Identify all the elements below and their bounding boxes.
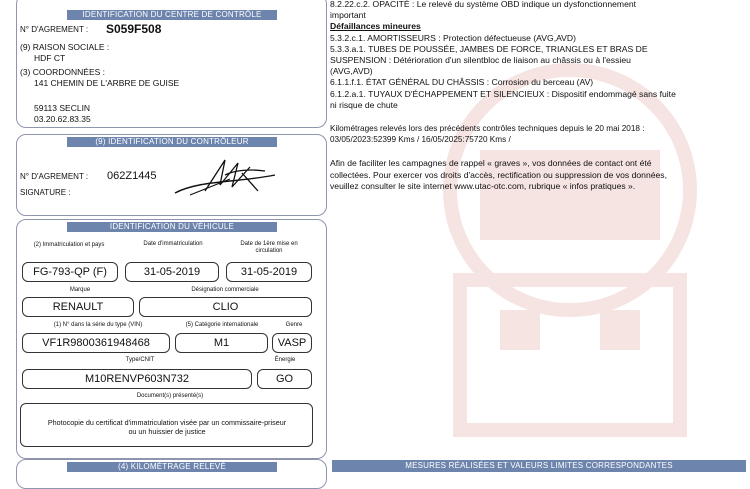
signature-label: SIGNATURE : (20, 188, 71, 197)
designation-label: Désignation commerciale (191, 287, 259, 293)
immat-value: FG-793-QP (F) (22, 262, 118, 282)
centre-agrement-label: N° D'AGREMENT : (20, 25, 89, 34)
controleur-agrement-label: N° D'AGREMENT : (20, 172, 89, 181)
signature-image (170, 155, 280, 200)
categorie-label: (5) Catégorie internationale (185, 322, 259, 328)
categorie-value: M1 (175, 333, 268, 353)
info-line-2: collectées. Pour exercer vos droits d'accès, rectification ou suppression de vos données, (330, 169, 667, 180)
immat-label: (2) Immatriculation et pays (33, 242, 105, 248)
genre-value: VASP (272, 333, 312, 353)
vin-label: (1) N° dans la série du type (VIN) (53, 322, 143, 328)
raison-label: (9) RAISON SOCIALE : (20, 42, 110, 52)
km-history-line-2: 03/05/2023:52399 Kms / 16/05/2025:75720 Kms / (330, 135, 511, 145)
mesures-header: MESURES RÉALISÉES ET VALEURS LIMITES CORRESPONDANTES (332, 460, 746, 472)
designation-value: CLIO (139, 297, 312, 317)
vin-value: VF1R9800361948468 (22, 333, 170, 353)
type-value: M10RENVP603N732 (22, 369, 252, 389)
defect-line-8: 6.1.2.a.1. TUYAUX D'ÉCHAPPEMENT ET SILENCIEUX : Dispositif endommagé sans fuite (330, 88, 676, 99)
defect-line-9: ni risque de chute (330, 99, 398, 110)
defect-line-4: 5.3.3.a.1. TUBES DE POUSSÉE, JAMBES DE FORCE, TRIANGLES ET BRAS DE (330, 43, 648, 54)
marque-value: RENAULT (22, 297, 134, 317)
centre-agrement-value: S059F508 (106, 22, 162, 36)
docs-line2: ou un huissier de justice (128, 427, 206, 436)
centre-address2: 59113 SECLIN (34, 103, 91, 113)
centre-header: IDENTIFICATION DU CENTRE DE CONTRÔLE (67, 10, 277, 20)
controleur-header: (9) IDENTIFICATION DU CONTRÔLEUR (67, 137, 277, 147)
energie-value: GO (257, 369, 312, 389)
minor-defects-title: Défaillances mineures (330, 21, 421, 32)
kilometrage-panel (16, 459, 327, 489)
info-line-1: Afin de faciliter les campagnes de rappel « graves », vos données de contact ont été (330, 158, 652, 169)
vehicule-header: IDENTIFICATION DU VÉHICULE (67, 222, 277, 232)
docs-label: Document(s) présenté(s) (136, 393, 204, 399)
defect-line-6: (AVG,AVD) (330, 66, 373, 77)
marque-label: Marque (69, 287, 91, 293)
defect-line-2: important (330, 10, 366, 21)
date-immat-label: Date d'immatriculation (143, 241, 203, 247)
km-history-line-1: Kilométrages relevés lors des précédents contrôles techniques depuis le 20 mai 2018 : (330, 124, 645, 134)
coord-label: (3) COORDONNÉES : (20, 67, 106, 77)
genre-label: Genre (285, 322, 303, 328)
date-first-label: Date de 1ère mise en circulation (240, 241, 298, 254)
raison-value: HDF CT (34, 53, 66, 63)
date-first-value: 31-05-2019 (226, 262, 312, 282)
centre-phone: 03.20.62.83.35 (34, 114, 91, 124)
energie-label: Énergie (274, 357, 296, 363)
date-immat-value: 31-05-2019 (125, 262, 219, 282)
defect-line-5: SUSPENSION : Détérioration d'un silentbloc de liaison au châssis ou à l'essieu (330, 55, 631, 66)
info-line-3: veuillez consulter le site internet www.utac-otc.com, rubrique « infos pratiques ». (330, 180, 636, 191)
defect-line-7: 6.1.1.f.1. ÉTAT GÉNÉRAL DU CHÂSSIS : Corrosion du berceau (AV) (330, 77, 594, 88)
controleur-agrement-value: 062Z1445 (107, 170, 157, 182)
defect-line-3: 5.3.2.c.1. AMORTISSEURS : Protection défectueuse (AVG,AVD) (330, 32, 576, 43)
right-column (330, 0, 746, 192)
centre-address1: 141 CHEMIN DE L'ARBRE DE GUISE (34, 78, 180, 88)
kilometrage-header: (4) KILOMÉTRAGE RELEVÉ (67, 462, 277, 472)
type-label: Type/CNIT (125, 357, 155, 363)
defect-line-1: 8.2.22.c.2. OPACITÉ : Le relevé du système OBD indique un dysfonctionnement (330, 0, 637, 9)
docs-line1: Photocopie du certificat d'immatriculation visée par un commissaire-priseur (47, 418, 287, 427)
